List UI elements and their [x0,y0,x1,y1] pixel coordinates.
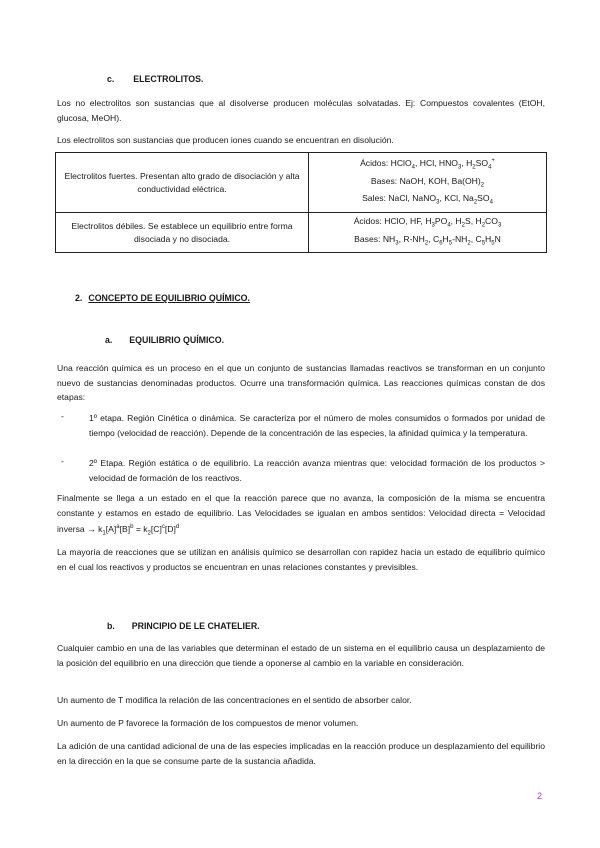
weak-electrolyte-description: Electrolitos débiles. Se establece un equilibrio entre forma disociada y no disociada. [56,213,309,253]
velocity-equation: Velocidad directa = Velocidad inversa → $k_1[A]^a[B]^b = k_2[C]^c[D]^d$ [57,507,546,537]
strong-acids-line: Ácidos: HClO$_4$, HCl, $HNO_3$, $H_2SO_4^+$ [360,157,495,171]
strong-electrolyte-examples [309,153,547,213]
strong-bases-line: Bases: NaOH, KOH, $Ba(OH)_2$ [370,175,485,189]
page-number: 2 [537,791,543,801]
weak-bases-line: Bases: $NH_3$, $R-NH_2$, $C_6H_5-NH_2$, $C_5H_5N$ [354,233,501,247]
section-a-letter: a. [105,335,113,345]
section-b-letter: b. [107,621,115,631]
table-row-weak [56,213,547,253]
paragraph-aumento-p: Un aumento de P favorece la formación de los compuestos de menor volumen. [57,718,359,728]
paragraph-aumento-t: Un aumento de T modifica la relación de las concentraciones en el sentido de absorber calor. [57,695,412,705]
paragraph-le-chatelier: Cualquier cambio en una de las variables que determinan el estado de un sistema en el equilibrio causa un desplazamiento de la posición del equilibrio en una dirección que tiende a oponerse al cambio en la variable en consideración. [57,643,545,668]
strong-electrolyte-description: Electrolitos fuertes. Presentan alto grado de disociación y alta conductividad eléctrica. [56,153,309,213]
section-c-title: ELECTROLITOS. [133,74,204,84]
paragraph-reaccion-quimica: Una reacción química es un proceso en el que un conjunto de sustancias llamadas reactivos se transforman en un conjunto nuevo de sustancias denominadas productos. Ocurre una transformación química. Las reacciones químicas constan de dos etapas: [57,363,545,402]
section-b-heading [107,621,260,631]
section-a-title: EQUILIBRIO QUÍMICO. [129,335,225,345]
section-2-title: CONCEPTO DE EQUILIBRIO QUÍMICO. [88,293,250,303]
weak-acids-line: Ácidos: HClO, HF, $H_3PO_4$, $H_2S$, $H_2CO_3$ [353,216,502,229]
section-b-title: PRINCIPIO DE LE CHATELIER. [131,621,260,631]
section-2-heading [75,293,250,303]
list-dash: - [61,456,64,466]
table-row-strong [56,153,547,213]
section-c-heading [107,74,203,84]
section-a-heading [105,335,224,345]
list-dash: - [61,411,64,421]
paragraph-no-electrolitos: Los no electrolitos son sustancias que al disolverse producen moléculas solvatadas. Ej: Compuestos covalentes (EtOH, glucosa, MeOH). [57,98,545,123]
section-2-number: 2. [75,293,83,303]
strong-salts-line: Sales: NaCl, NaNO$_3$, KCl, $Na_2SO_4$ [362,193,493,207]
list-item-text: 1º etapa. Región Cinética o dinámica. Se caracteriza por el número de moles consumidos o formados por unidad de tiempo (velocidad de reacción). Depende de la concentración de las especies, la afinidad química y la temperatura. [89,413,545,438]
weak-electrolyte-examples [309,213,547,253]
paragraph-estado-equilibrio [57,491,545,541]
paragraph-analisis-quimico: La mayoría de reacciones que se utilizan en análisis químico se desarrollan con rapidez hacia un estado de equilibrio químico en el cual los reactivos y productos se encuentran en unas relaciones constantes y previsibles. [57,547,545,572]
paragraph-estado-equilibrio-text: Finalmente se llega a un estado en el que la reacción parece que no avanza, la composición de la misma se encuentra constante y estamos en estado de equilibrio. Las Velocidades se igualan en ambos sentidos: [57,493,545,518]
electrolitos-table [55,152,547,253]
list-item-text: 2º Etapa. Región estática o de equilibrio. La reacción avanza mientras que: velocidad formación de los productos > velocidad de formación de los reactivos. [89,458,545,483]
paragraph-electrolitos: Los electrolitos son sustancias que producen iones cuando se encuentran en disolución. [57,135,394,145]
paragraph-adicion-especies: La adición de una cantidad adicional de una de las especies implicadas en la reacción produce un desplazamiento del equilibrio en la dirección en la que se consume parte de la sustancia añadida. [57,741,545,766]
section-c-letter: c. [107,74,115,84]
